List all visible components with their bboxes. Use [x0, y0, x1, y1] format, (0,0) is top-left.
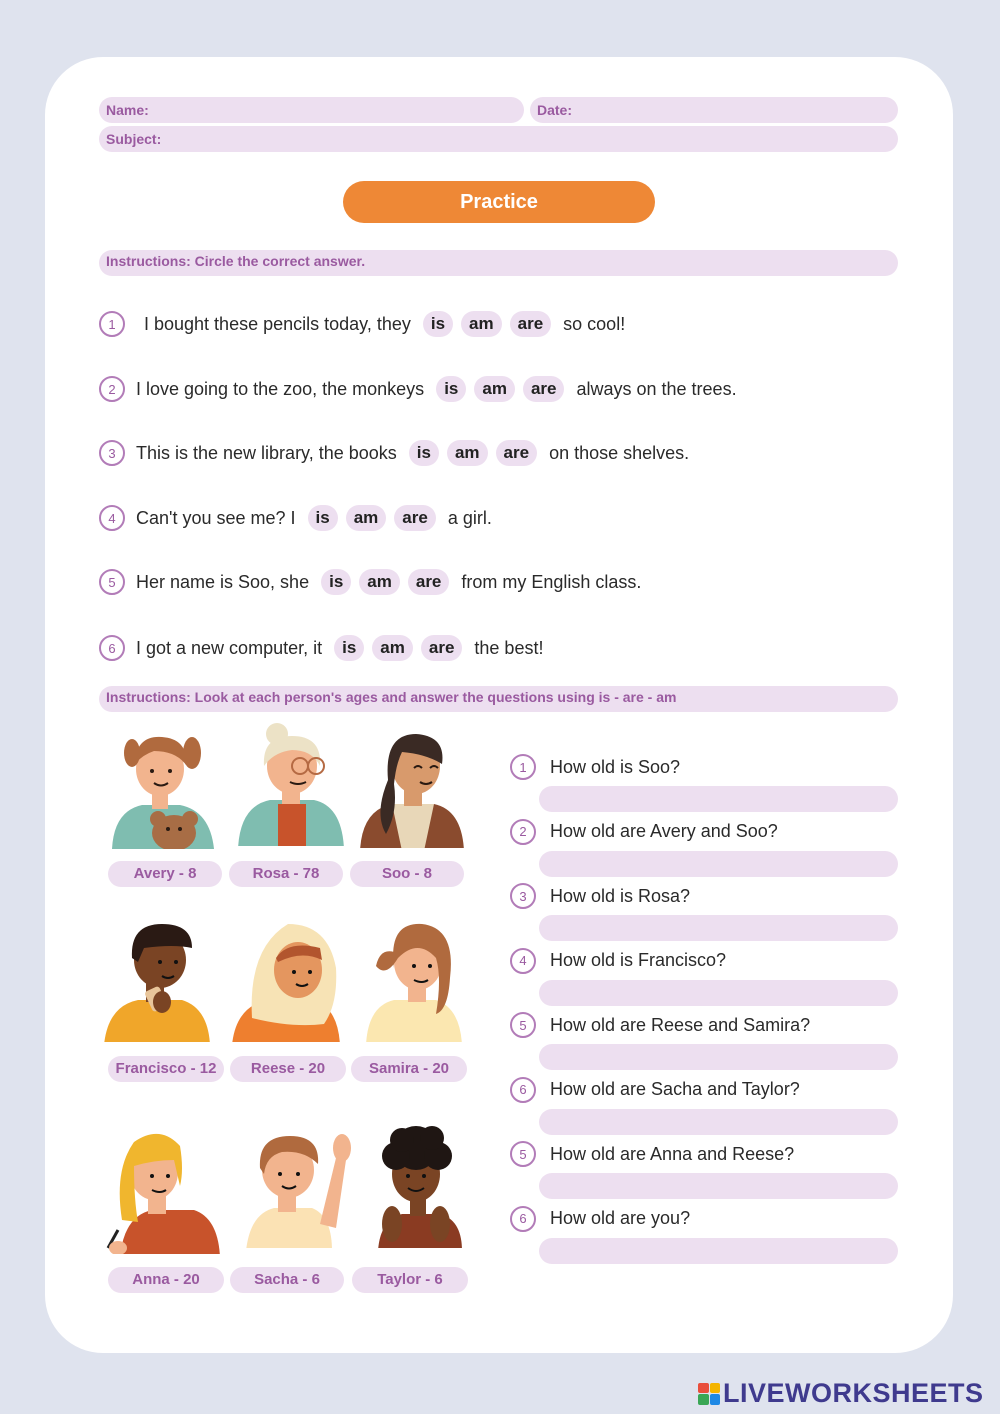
question-text-after: always on the trees.	[576, 378, 737, 399]
name-field[interactable]	[99, 97, 524, 123]
question-text: How old is Rosa?	[550, 885, 691, 906]
answer-field-2[interactable]	[539, 851, 898, 877]
circle-question-1	[99, 309, 625, 339]
option-am[interactable]: am	[447, 440, 488, 466]
option-are[interactable]: are	[394, 505, 436, 531]
age-question-2	[510, 817, 778, 847]
question-text-before: I got a new computer, it	[136, 637, 323, 658]
answer-field-7[interactable]	[539, 1173, 898, 1199]
question-text-before: Can't you see me? I	[136, 507, 296, 528]
question-text: How old are you?	[550, 1208, 691, 1228]
question-number: 2	[99, 376, 125, 402]
age-question-6	[510, 1075, 800, 1105]
rosa-illustration	[232, 722, 350, 846]
subject-label: Subject:	[106, 131, 162, 147]
question-number: 3	[99, 440, 125, 466]
age-question-7	[510, 1139, 794, 1169]
age-question-8	[510, 1204, 690, 1234]
person-tag-avery: Avery - 8	[108, 861, 222, 887]
samira-illustration	[352, 918, 470, 1042]
name-label: Name:	[106, 102, 149, 118]
answer-field-4[interactable]	[539, 980, 898, 1006]
question-number: 3	[510, 883, 536, 909]
age-question-1	[510, 752, 680, 782]
instructions-circle: Instructions: Circle the correct answer.	[99, 250, 898, 276]
option-am[interactable]: am	[474, 376, 515, 402]
logo-icon	[698, 1383, 720, 1405]
option-are[interactable]: are	[408, 569, 450, 595]
option-am[interactable]: am	[346, 505, 387, 531]
question-number: 5	[510, 1012, 536, 1038]
question-text-after: from my English class.	[461, 571, 642, 592]
option-am[interactable]: am	[461, 311, 502, 337]
person-tag-taylor: Taylor - 6	[352, 1267, 468, 1293]
circle-question-2	[99, 374, 737, 404]
date-label: Date:	[537, 102, 573, 118]
person-tag-soo: Soo - 8	[350, 861, 464, 887]
question-number: 4	[99, 505, 125, 531]
circle-question-6	[99, 633, 543, 663]
answer-field-8[interactable]	[539, 1238, 898, 1264]
question-text-after: a girl.	[447, 507, 492, 528]
question-number: 2	[510, 819, 536, 845]
option-is[interactable]: is	[423, 311, 453, 337]
answer-field-3[interactable]	[539, 915, 898, 941]
question-number: 6	[510, 1077, 536, 1103]
liveworksheets-logo	[698, 1378, 984, 1409]
person-tag-anna: Anna - 20	[108, 1267, 224, 1293]
option-is[interactable]: is	[308, 505, 338, 531]
person-tag-francisco: Francisco - 12	[108, 1056, 224, 1082]
subject-field[interactable]	[99, 126, 898, 152]
person-tag-samira: Samira - 20	[351, 1056, 467, 1082]
question-text: How old are Avery and Soo?	[550, 821, 778, 841]
question-number: 1	[510, 754, 536, 780]
answer-field-5[interactable]	[539, 1044, 898, 1070]
instructions-ages: Instructions: Look at each person's ages and answer the questions using is - are - am	[99, 686, 898, 712]
soo-illustration	[354, 724, 472, 848]
question-number: 4	[510, 948, 536, 974]
answer-field-6[interactable]	[539, 1109, 898, 1135]
person-tag-rosa: Rosa - 78	[229, 861, 343, 887]
anna-illustration	[104, 1130, 222, 1254]
option-are[interactable]: are	[510, 311, 552, 337]
sacha-illustration	[240, 1124, 358, 1248]
option-is[interactable]: is	[409, 440, 439, 466]
question-number: 5	[99, 569, 125, 595]
question-text: How old is Francisco?	[550, 950, 727, 970]
question-text-after: on those shelves.	[549, 442, 690, 463]
avery-illustration	[102, 725, 220, 849]
question-text: How old are Sacha and Taylor?	[550, 1079, 800, 1099]
option-is[interactable]: is	[321, 569, 351, 595]
question-text-before: I bought these pencils today, they	[144, 313, 411, 334]
option-are[interactable]: are	[523, 376, 565, 402]
age-question-4	[510, 946, 726, 976]
question-text: How old are Anna and Reese?	[550, 1143, 795, 1164]
age-question-3	[510, 881, 690, 911]
circle-question-5	[99, 567, 641, 597]
date-field[interactable]	[530, 97, 898, 123]
question-number: 1	[99, 311, 125, 337]
option-is[interactable]: is	[436, 376, 466, 402]
question-number: 5	[510, 1141, 536, 1167]
option-am[interactable]: am	[372, 635, 413, 661]
circle-question-3	[99, 438, 689, 468]
question-text: How old are Reese and Samira?	[550, 1014, 811, 1035]
reese-illustration	[232, 918, 350, 1042]
age-question-5	[510, 1010, 810, 1040]
circle-question-4	[99, 503, 492, 533]
question-number: 6	[99, 635, 125, 661]
question-text-before: This is the new library, the books	[136, 442, 397, 463]
brand-name: LIVEWORKSHEETS	[723, 1378, 984, 1408]
question-text-after: so cool!	[563, 313, 626, 334]
practice-title: Practice	[343, 181, 655, 223]
option-are[interactable]: are	[421, 635, 463, 661]
taylor-illustration	[352, 1124, 470, 1248]
question-text-before: I love going to the zoo, the monkeys	[136, 378, 425, 399]
francisco-illustration	[104, 918, 222, 1042]
question-text: How old is Soo?	[550, 756, 681, 777]
question-text-before: Her name is Soo, she	[136, 571, 310, 592]
person-tag-sacha: Sacha - 6	[230, 1267, 344, 1293]
question-text-after: the best!	[474, 637, 544, 658]
option-are[interactable]: are	[496, 440, 538, 466]
option-am[interactable]: am	[359, 569, 400, 595]
option-is[interactable]: is	[334, 635, 364, 661]
answer-field-1[interactable]	[539, 786, 898, 812]
person-tag-reese: Reese - 20	[230, 1056, 346, 1082]
question-number: 6	[510, 1206, 536, 1232]
